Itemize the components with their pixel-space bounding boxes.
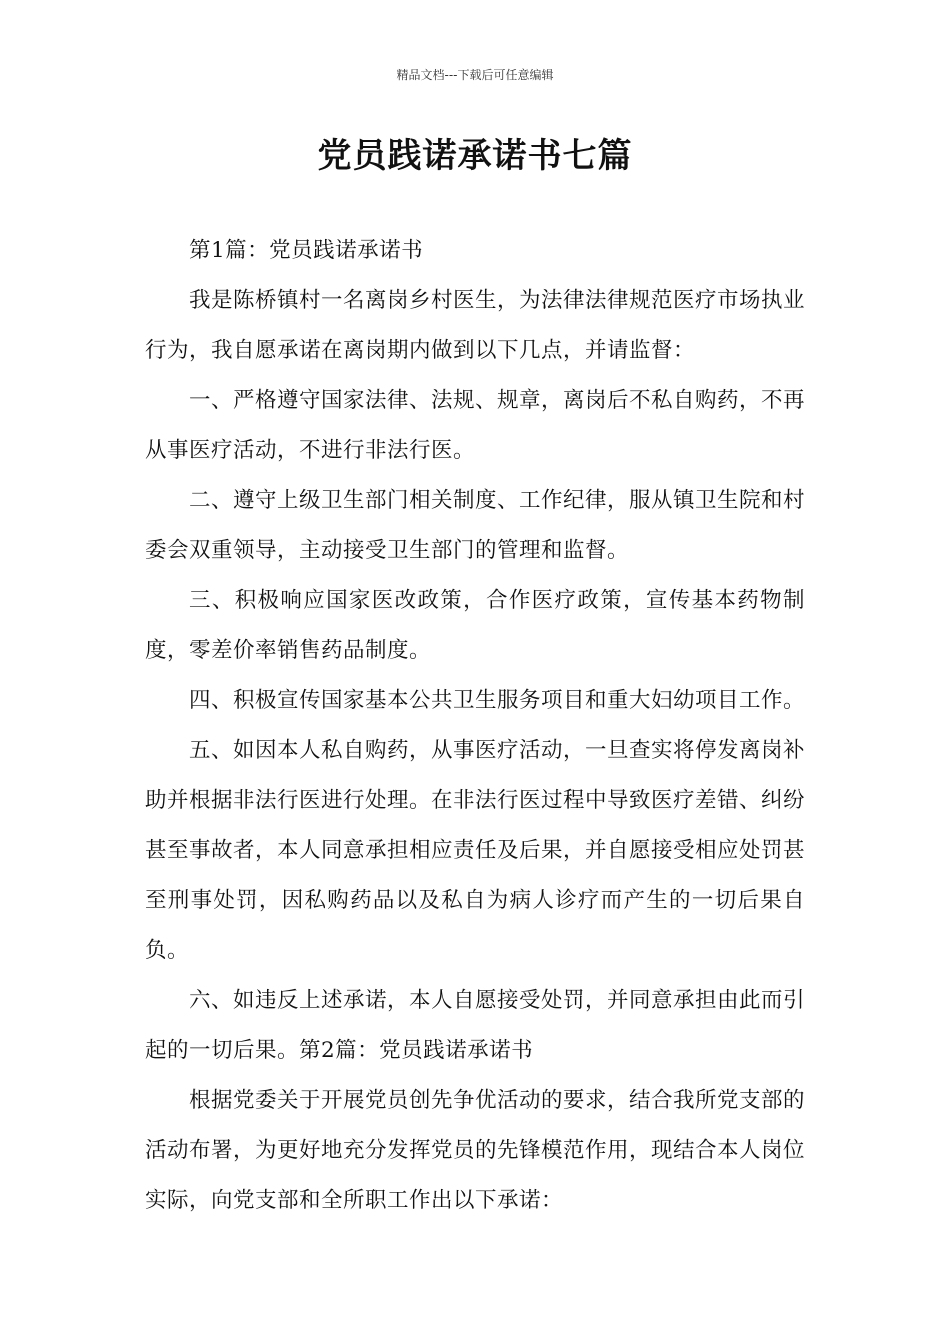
paragraph-item-5: 五、如因本人私自购药，从事医疗活动，一旦查实将停发离岗补助并根据非法行医进行处理。在非法行医过程中导致医疗差错、纠纷甚至事故者，本人同意承担相应责任及后果，并自愿接受相应处罚甚至刑事处罚，因私购药品以及私自为病人诊疗而产生的一切后果自负。 [145, 738, 806, 963]
paragraph-item-4: 四、积极宣传国家基本公共卫生服务项目和重大妇幼项目工作。 [189, 688, 806, 713]
paragraph-item-1: 一、严格遵守国家法律、法规、规章，离岗后不私自购药，不再从事医疗活动，不进行非法行医。 [145, 388, 806, 463]
paragraph-intro: 我是陈桥镇村一名离岗乡村医生，为法律法律规范医疗市场执业行为，我自愿承诺在离岗期内做到以下几点，并请监督： [145, 288, 806, 363]
header-note: 精品文档---下载后可任意编辑 [396, 68, 554, 82]
document-title: 党员践诺承诺书七篇 [317, 136, 633, 176]
section-heading-1: 第1篇：党员践诺承诺书 [189, 238, 424, 263]
document-body [145, 226, 805, 1226]
paragraph-item-6: 六、如违反上述承诺，本人自愿接受处罚，并同意承担由此而引起的一切后果。第2篇：党员践诺承诺书 [145, 988, 806, 1063]
paragraph-item-3: 三、积极响应国家医改政策，合作医疗政策，宣传基本药物制度，零差价率销售药品制度。 [145, 588, 805, 663]
paragraph-section-2: 根据党委关于开展党员创先争优活动的要求，结合我所党支部的活动布署，为更好地充分发挥党员的先锋模范作用，现结合本人岗位实际，向党支部和全所职工作出以下承诺： [145, 1088, 806, 1213]
paragraph-item-2: 二、遵守上级卫生部门相关制度、工作纪律，服从镇卫生院和村委会双重领导，主动接受卫生部门的管理和监督。 [145, 488, 806, 563]
